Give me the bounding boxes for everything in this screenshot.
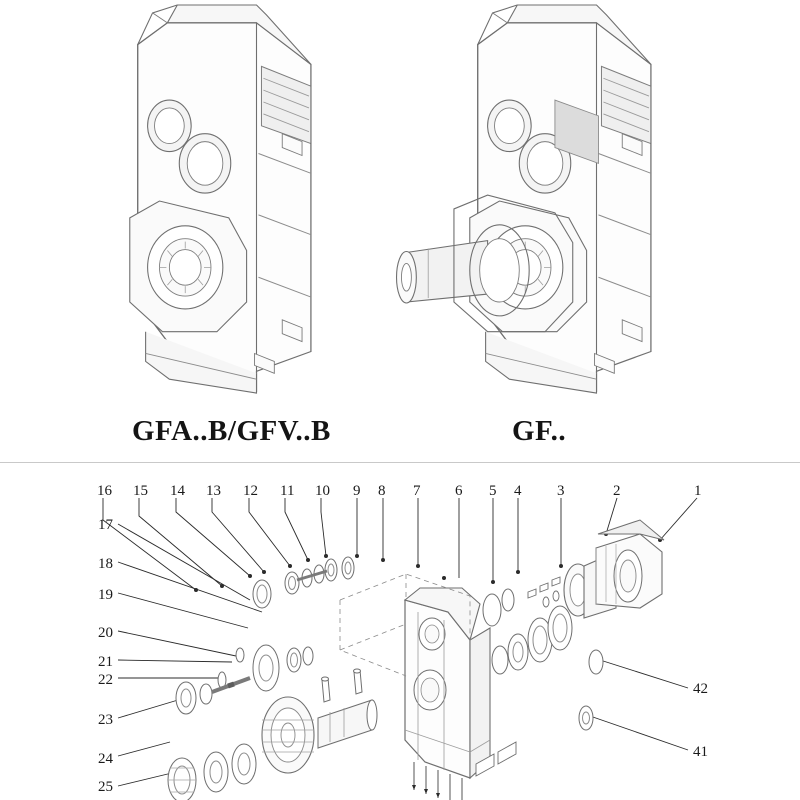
callout-top-11: 11 xyxy=(280,483,295,499)
callout-top-10: 10 xyxy=(315,483,330,499)
callout-top-1: 1 xyxy=(694,483,702,499)
callout-top-14: 14 xyxy=(170,483,185,499)
gearbox-left-view xyxy=(130,5,311,393)
callout-top-9: 9 xyxy=(353,483,361,499)
callout-top-2: 2 xyxy=(613,483,621,499)
callout-top-6: 6 xyxy=(455,483,463,499)
exploded-assembly-illustration xyxy=(103,498,697,800)
callout-left-18: 18 xyxy=(98,556,113,572)
callout-right-42: 42 xyxy=(693,681,708,697)
callout-top-12: 12 xyxy=(243,483,258,499)
callout-left-20: 20 xyxy=(98,625,113,641)
callout-left-22: 22 xyxy=(98,672,113,688)
callout-left-21: 21 xyxy=(98,654,113,670)
callout-left-24: 24 xyxy=(98,751,113,767)
gear-wheel xyxy=(262,697,314,773)
caption-right-model: GF.. xyxy=(512,415,567,447)
motor-adaptor xyxy=(564,520,664,618)
callout-top-15: 15 xyxy=(133,483,148,499)
callout-top-5: 5 xyxy=(489,483,497,499)
callout-top-7: 7 xyxy=(413,483,421,499)
gearbox-right-view xyxy=(397,5,651,393)
callout-top-16: 16 xyxy=(97,483,112,499)
callout-top-8: 8 xyxy=(378,483,386,499)
callout-left-17: 17 xyxy=(98,517,113,533)
section-divider xyxy=(0,462,800,463)
callout-left-25: 25 xyxy=(98,779,113,795)
callout-left-23: 23 xyxy=(98,712,113,728)
callout-right-41: 41 xyxy=(693,744,708,760)
caption-left-model: GFA..B/GFV..B xyxy=(132,415,331,447)
callout-left-19: 19 xyxy=(98,587,113,603)
callout-top-3: 3 xyxy=(557,483,565,499)
callout-top-13: 13 xyxy=(206,483,221,499)
callout-top-4: 4 xyxy=(514,483,522,499)
